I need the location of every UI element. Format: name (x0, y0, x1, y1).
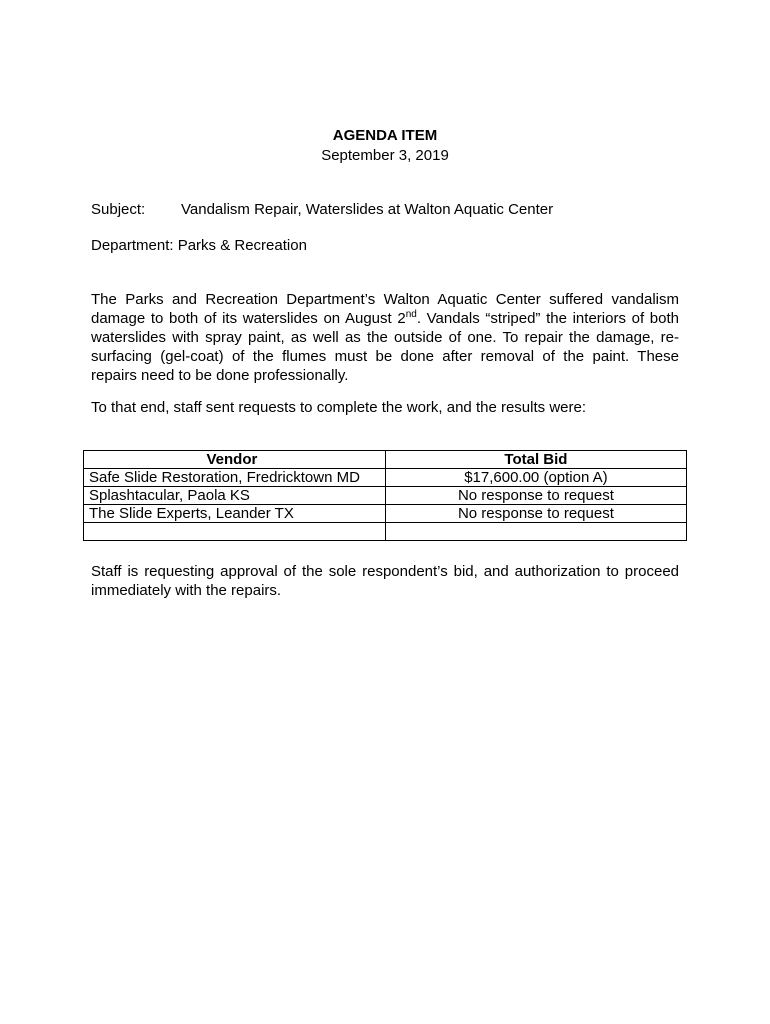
column-header-total-bid: Total Bid (385, 451, 686, 469)
request-paragraph (91, 562, 679, 600)
para-line: The Parks and Recreation Department’s Walton Aquatic Center suffered vandalism (91, 291, 679, 308)
subject-label: Subject: (91, 201, 146, 218)
bid-cell: No response to request (385, 505, 686, 523)
para-line: To that end, staff sent requests to complete the work, and the results were: (91, 399, 586, 416)
vendor-cell (84, 523, 386, 541)
para-line: waterslides with spray paint, as well as the outside of one. To repair the damage, re- (91, 329, 679, 346)
agenda-title: AGENDA ITEM (332, 127, 438, 144)
column-header-vendor: Vendor (84, 451, 386, 469)
table-row-empty (84, 523, 687, 541)
table-row (84, 487, 687, 505)
agenda-date: September 3, 2019 (321, 147, 449, 164)
vendor-cell: Splashtacular, Paola KS (84, 487, 386, 505)
bid-cell: No response to request (385, 487, 686, 505)
bids-table (83, 450, 687, 541)
intro-paragraph (91, 290, 679, 385)
para-line: immediately with the repairs. (91, 582, 282, 599)
vendor-cell: Safe Slide Restoration, Fredricktown MD (84, 469, 386, 487)
bid-cell (385, 523, 686, 541)
table-header-row (84, 451, 687, 469)
table-row (84, 505, 687, 523)
vendor-cell: The Slide Experts, Leander TX (84, 505, 386, 523)
table-row (84, 469, 687, 487)
bid-cell: $17,600.00 (option A) (385, 469, 686, 487)
para-line: repairs need to be done professionally. (91, 367, 349, 384)
para-line (91, 309, 679, 328)
results-intro-paragraph (91, 398, 679, 417)
para-fragment: damage to both of its waterslides on August 2 (91, 310, 406, 327)
para-fragment: . Vandals “striped” the interiors of both (416, 310, 679, 327)
ordinal-suffix: nd (405, 309, 417, 320)
subject-value: Vandalism Repair, Waterslides at Walton Aquatic Center (181, 201, 554, 218)
para-line: Staff is requesting approval of the sole respondent’s bid, and authorization to proceed (91, 563, 679, 580)
department-line: Department: Parks & Recreation (91, 237, 307, 254)
para-line: surfacing (gel-coat) of the flumes must be done after removal of the paint. These (91, 348, 679, 365)
